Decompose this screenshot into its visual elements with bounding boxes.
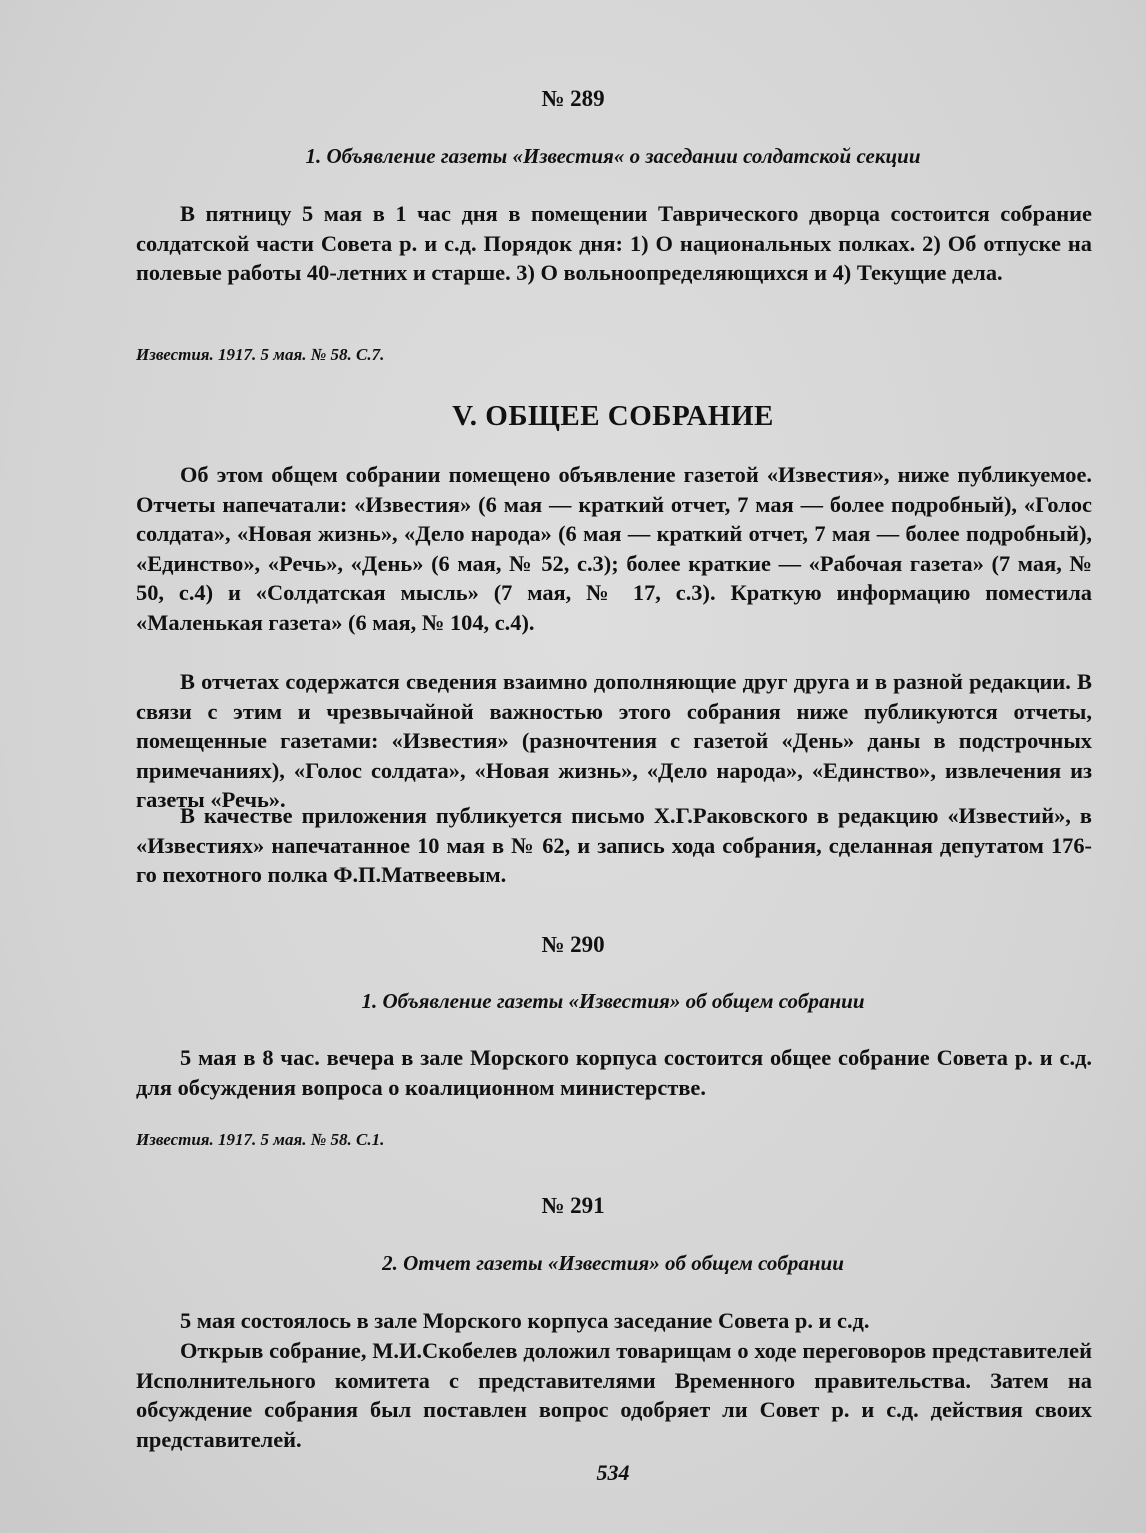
document-text-291-paragraph-2: Открыв собрание, М.И.Скобелев доложил товарищам о ходе переговоров представителей Исполнительного комитета с представителями Временного правительства. Затем на обсуждение собрания был поставлен вопрос одобряет ли Совет р. и с.д. действия своих представителей. [136,1338,1092,1452]
section-paragraph-2: В отчетах содержатся сведения взаимно дополняющие друг друга и в разной редакции. В связи с этим и чрезвычайной важностью этого собрания ниже публикуются отчеты, помещенные газетами: «Известия» (разночтения с газетой «День» даны в подстрочных примечаниях), «Голос солдата», «Новая жизнь», «Дело народа», «Единство», извлечения из газеты «Речь». [136,669,1092,813]
document-text-291-paragraph-1: 5 мая состоялось в зале Морского корпуса заседание Совета р. и с.д. [180,1308,870,1333]
section-heading: V. ОБЩЕЕ СОБРАНИЕ [452,400,774,432]
document-title-289: 1. Объявление газеты «Известия« о заседании солдатской секции [305,144,921,168]
section-paragraph-3: В качестве приложения публикуется письмо Х.Г.Раковского в редакцию «Известий», в «Известиях» напечатанное 10 мая в № 62, и запись хода собрания, сделанная депутатом 176-го пехотного полка Ф.П.Матвеевым. [136,803,1092,888]
document-number-290: № 290 [541,932,605,957]
page-number: 534 [596,1460,630,1485]
document-number-289: № 289 [541,86,605,111]
document-number-291: № 291 [541,1193,605,1218]
document-title-291: 2. Отчет газеты «Известия» об общем собрании [382,1251,844,1275]
document-source-289: Известия. 1917. 5 мая. № 58. С.7. [136,345,385,364]
document-text-290: 5 мая в 8 час. вечера в зале Морского корпуса состоится общее собрание Совета р. и с.д. для обсуждения вопроса о коалиционном министерстве. [136,1045,1092,1100]
document-title-290: 1. Объявление газеты «Известия» об общем собрании [361,989,865,1013]
document-source-290: Известия. 1917. 5 мая. № 58. С.1. [136,1130,385,1149]
section-paragraph-1: Об этом общем собрании помещено объявление газетой «Известия», ниже публикуемое. Отчеты напечатали: «Известия» (6 мая — краткий отчет, 7 мая — более подробный), «Голос солдата», «Новая жизнь», «Дело народа» (6 мая — краткий отчет, 7 мая — более подробный), «Единство», «Речь», «День» (6 мая, № 52, с.3); более краткие — «Рабочая газета» (7 мая, № 50, с.4) и «Солдатская мысль» (7 мая, № 17, с.3). Краткую информацию поместила «Маленькая газета» (6 мая, № 104, с.4). [136,462,1092,635]
document-text-289: В пятницу 5 мая в 1 час дня в помещении Таврического дворца состоится собрание солдатской части Совета р. и с.д. Порядок дня: 1) О национальных полках. 2) Об отпуске на полевые работы 40-летних и старше. 3) О вольноопределяющихся и 4) Текущие дела. [136,201,1092,286]
